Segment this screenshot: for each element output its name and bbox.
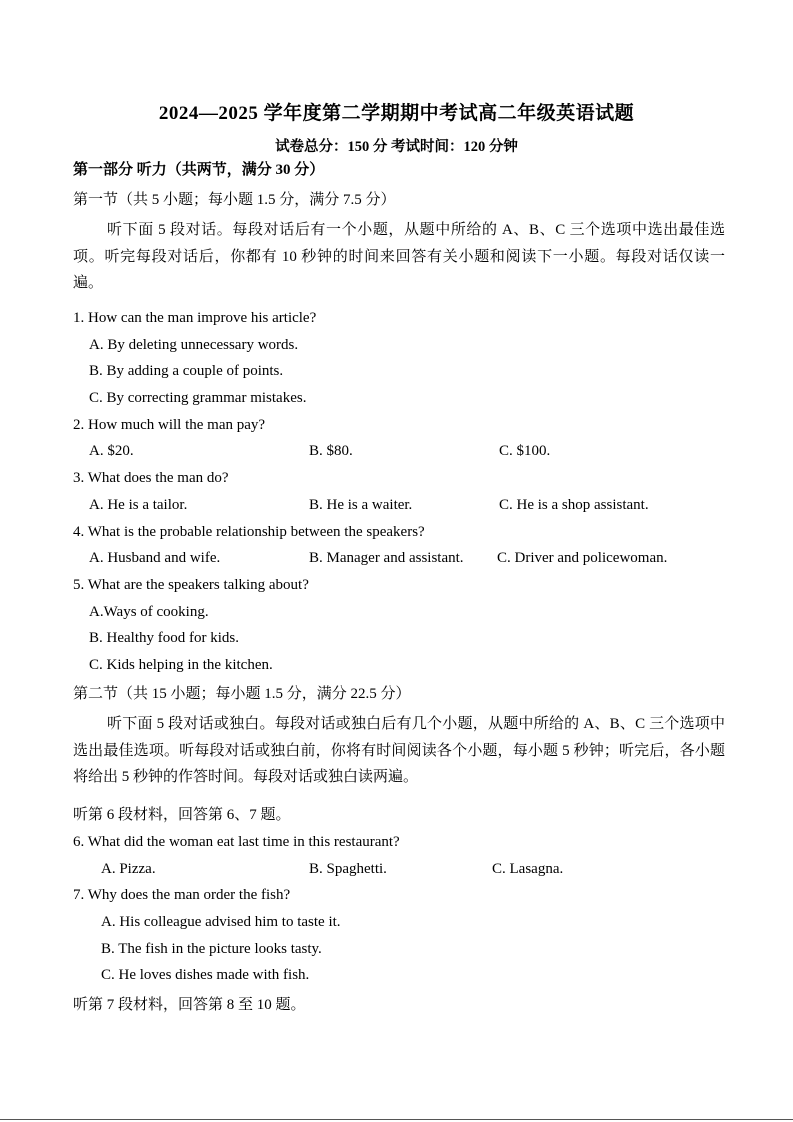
q1-stem: 1. How can the man improve his article? [73,310,317,326]
q4-stem: 4. What is the probable relationship between the speakers? [73,524,425,540]
q1-option-a: A. By deleting unnecessary words. [89,337,299,353]
q7-option-b: B. The fish in the picture looks tasty. [101,941,322,957]
q5-option-b: B. Healthy food for kids. [89,630,239,646]
q3-stem: 3. What does the man do? [73,470,229,486]
q7-stem: 7. Why does the man order the fish? [73,887,291,903]
page-title: 2024—2025 学年度第二学期期中考试高二年级英语试题 [158,103,635,124]
q2-option-c: C. $100. [499,443,551,459]
q6-stem: 6. What did the woman eat last time in this restaurant? [73,834,400,850]
text7-heading: 听第 7 段材料，回答第 8 至 10 题。 [73,997,306,1013]
q7-option-a: A. His colleague advised him to taste it. [101,914,341,930]
text6-heading: 听第 6 段材料，回答第 6、7 题。 [73,807,291,823]
q5-stem: 5. What are the speakers talking about? [73,577,309,593]
exam-info: 试卷总分：150 分 考试时间：120 分钟 [275,139,518,155]
q1-option-b: B. By adding a couple of points. [89,363,284,379]
q2-option-b: B. $80. [309,443,353,459]
q7-option-c: C. He loves dishes made with fish. [101,967,310,983]
q5-option-a: A.Ways of cooking. [89,604,209,620]
section2-instructions: 听下面 5 段对话或独白。每段对话或独白后有几个小题，从题中所给的 A、B、C 三个选项中选出最佳选项。听每段对话或独白前，你将有时间阅读各个小题，每小题 5 秒钟；听完后，各小题将给出 5 秒钟的作答时间。每段对话或独白读两遍。 [73,716,725,785]
section1-heading: 第一节（共 5 小题；每小题 1.5 分，满分 7.5 分） [73,192,396,208]
section1-instructions: 听下面 5 段对话。每段对话后有一个小题，从题中所给的 A、B、C 三个选项中选出最佳选项。听完每段对话后，你都有 10 秒钟的时间来回答有关小题和阅读下一小题。每段对话仅读一遍。 [73,222,725,291]
q4-option-b: B. Manager and assistant. [309,550,464,566]
q3-option-b: B. He is a waiter. [309,497,413,513]
page-bottom-rule [0,1119,793,1120]
q1-option-c: C. By correcting grammar mistakes. [89,390,307,406]
q6-option-a: A. Pizza. [101,861,156,877]
q3-option-c: C. He is a shop assistant. [499,497,649,513]
q5-option-c: C. Kids helping in the kitchen. [89,657,273,673]
q2-stem: 2. How much will the man pay? [73,417,266,433]
q6-option-b: B. Spaghetti. [309,861,387,877]
part1-heading: 第一部分 听力（共两节，满分 30 分） [73,162,325,178]
q4-option-c: C. Driver and policewoman. [497,550,668,566]
q6-option-c: C. Lasagna. [492,861,564,877]
section2-heading: 第二节（共 15 小题；每小题 1.5 分，满分 22.5 分） [73,686,411,702]
q4-option-a: A. Husband and wife. [89,550,221,566]
q3-option-a: A. He is a tailor. [89,497,188,513]
q2-option-a: A. $20. [89,443,134,459]
